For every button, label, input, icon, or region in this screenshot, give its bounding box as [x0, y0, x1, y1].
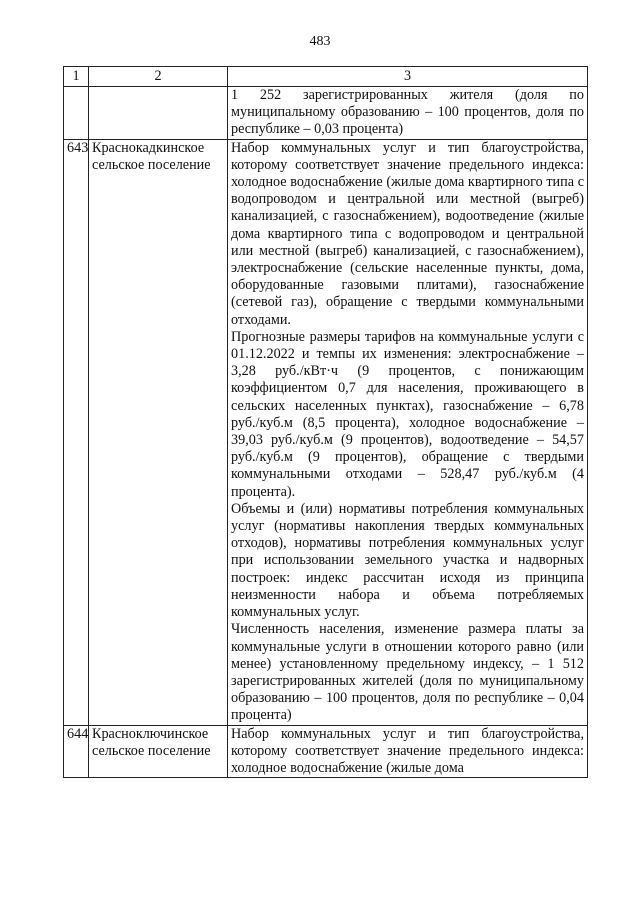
description-paragraph: Прогнозные размеры тарифов на коммунальные услуги с 01.12.2022 и темпы их изменения: электроснабжение – 3,28 руб./кВт·ч (9 процентов, с понижающим коэффициентом 0,7 для населения, проживающего в сельских населенных пунктах), газоснабжение – 6,78 руб./куб.м (8,5 процента), холодное водоснабжение – 39,03 руб./куб.м (9 процентов), водоотведение – 54,57 руб./куб.м (9 процентов), обращение с твердыми коммунальными отходами – 528,47 руб./куб.м (4 процента). — [231, 328, 584, 500]
table-row-continuation — [64, 87, 588, 140]
description-paragraph: Набор коммунальных услуг и тип благоустройства, которому соответствует значение предельного индекса: холодное водоснабжение (жилые дома — [231, 725, 584, 776]
column-header-1: 1 — [64, 67, 89, 87]
description-paragraph: 1 252 зарегистрированных жителя (доля по муниципальному образованию – 100 процентов, доля по республике – 0,03 процента) — [231, 87, 584, 138]
table-row-644 — [64, 725, 588, 778]
settlement-name: Красноключинское сельское поселение — [89, 725, 228, 778]
row-description — [228, 725, 588, 778]
table-row-643 — [64, 139, 588, 725]
table-header-row — [64, 67, 588, 87]
tariff-table — [63, 66, 588, 778]
row-number: 644 — [64, 725, 89, 778]
settlement-name: Краснокадкинское сельское поселение — [89, 139, 228, 725]
settlement-name — [89, 87, 228, 140]
row-number — [64, 87, 89, 140]
row-description — [228, 139, 588, 725]
column-header-3: 3 — [228, 67, 588, 87]
row-number: 643 — [64, 139, 89, 725]
description-paragraph: Численность населения, изменение размера платы за коммунальные услуги в отношении которого равно (или менее) установленному предельному индексу, – 1 512 зарегистрированных жителей (доля по муниципальному образованию – 100 процентов, доля по республике – 0,04 процента) — [231, 621, 584, 724]
description-paragraph: Объемы и (или) нормативы потребления коммунальных услуг (нормативы накопления твердых коммунальных отходов), нормативы потребления коммунальных услуг при использовании земельного участка и надворных построек: индекс рассчитан исходя из принципа неизменности набора и объема потребляемых коммунальных услуг. — [231, 500, 584, 621]
row-description — [228, 87, 588, 140]
page-number: 483 — [309, 34, 331, 49]
column-header-2: 2 — [89, 67, 228, 87]
description-paragraph: Набор коммунальных услуг и тип благоустройства, которому соответствует значение предельного индекса: холодное водоснабжение (жилые дома квартирного типа с водопроводом и центральной или местной (выгреб) канализацией, с газоснабжением), водоотведение (жилые дома квартирного типа с водопроводом и центральной или местной (выгреб) канализацией, с газоснабжением), электроснабжение (сельские населенные пункты, дома, оборудованные газовыми плитами), газоснабжение (сетевой газ), обращение с твердыми коммунальными отходами. — [231, 139, 584, 328]
